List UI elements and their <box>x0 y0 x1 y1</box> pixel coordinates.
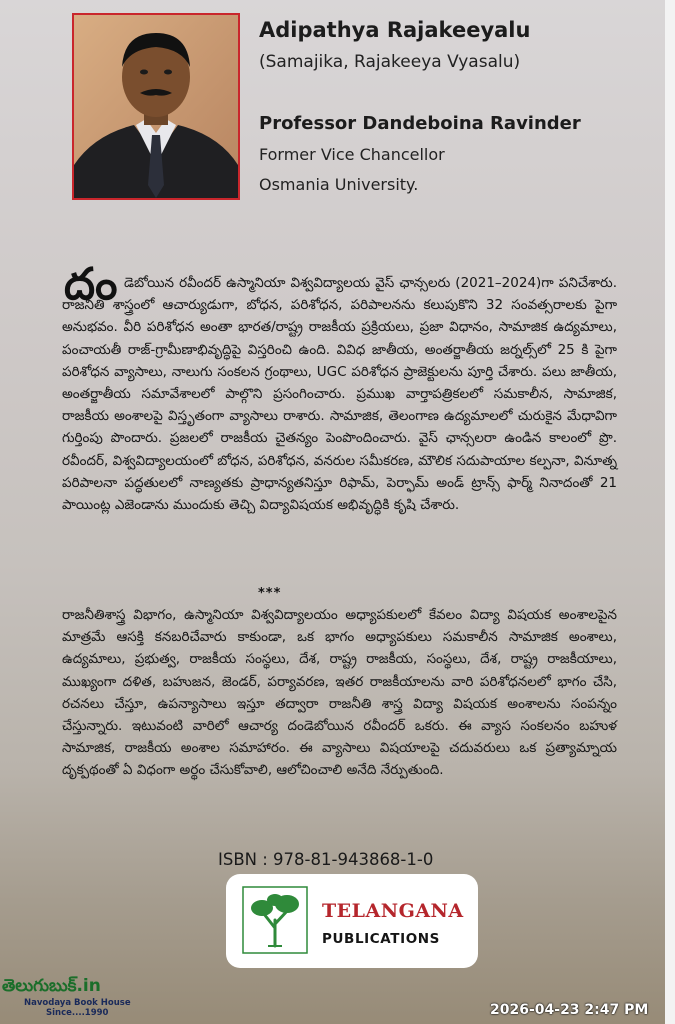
bio-paragraph <box>62 272 617 516</box>
photo-timestamp: 2026-04-23 2:47 PM <box>490 1002 649 1018</box>
store-watermark <box>2 976 132 1020</box>
publisher-name: TELANGANA <box>322 900 464 922</box>
author-photo <box>72 13 240 200</box>
section-separator: *** <box>258 586 282 601</box>
watermark-store-name: Navodaya Book House <box>24 998 131 1008</box>
author-portrait-image <box>74 15 238 198</box>
publisher-badge <box>226 874 478 968</box>
author-role-line1: Former Vice Chancellor <box>259 145 445 164</box>
isbn-label: ISBN : 978-81-943868-1-0 <box>218 850 434 869</box>
publisher-subtitle: PUBLICATIONS <box>322 931 441 947</box>
page-edge <box>665 0 675 1024</box>
watermark-title: తెలుగుబుక్.in <box>2 976 101 996</box>
bio-paragraph-text: డెబోయిన రవీందర్ ఉస్మానియా విశ్వవిద్యాలయ వైస్ ఛాన్సలరు (2021–2024)గా పనిచేశారు. రాజనీతి శాస్త్రంలో ఆచార్యుడుగా, బోధన, పరిశోధన, పరిపాలనను కలుపుకొని 32 సంవత్సరాలకు పైగా అనుభవం. వీరి పరిశోధన అంతా భారత/రాష్ట్ర రాజకీయ ప్రక్రియలు, ప్రజా విధానం, సామాజిక ఉద్యమాలు, పంచాయతీ రాజ్-గ్రామీణాభివృద్ధిపై విస్తరించి ఉంది. వివిధ జాతీయ, అంతర్జాతీయ జర్నల్స్‌లో 25 కి పైగా పరిశోధన వ్యాసాలు, నాలుగు సంకలన గ్రంథాలు, UGC పరిశోధన ప్రాజెక్టులను పూర్తి చేశారు. పలు జాతీయ, అంతర్జాతీయ సమావేశాలలో పాల్గొని ప్రసంగించారు. ప్రముఖ వార్తాపత్రికలలో సమకాలీన, సామాజిక, రాజకీయ అంశాలపై విస్తృతంగా వ్యాసాలు రాశారు. సామాజిక, తెలంగాణ ఉద్యమాలలో చురుకైన మేధావిగా గుర్తింపు పొందారు. ప్రజలలో రాజకీయ చైతన్యం పెంపొందించారు. వైస్ ఛాన్సలరా ఉండిన కాలంలో ప్రొ. రవీందర్, విశ్వవిద్యాలయంలో బోధన, పరిశోధన, వనరుల సమీకరణ, మౌలిక సదుపాయాల కల్పనా, వినూత్న పరిపాలనా పద్ధతులలో నాణ్యతకు ప్రాధాన్యతనిస్తూ రిఫామ్, పెర్ఫామ్ అండ్ ట్రాన్స్ ఫార్మ్ నినాదంతో 21 పాయింట్ల ఎజెండాను ముందుకు తెచ్చి విద్యావిషయక అభివృద్ధికి కృషి చేశారు. <box>62 275 617 514</box>
tree-logo-icon <box>242 886 308 954</box>
author-role-line2: Osmania University. <box>259 175 419 194</box>
book-description-paragraph: రాజనీతిశాస్త్ర విభాగం, ఉస్మానియా విశ్వవిద్యాలయం అధ్యాపకులలో కేవలం విద్యా విషయక అంశాలపైన మాత్రమే ఆసక్తి కనబరిచేవారు కాకుండా, ఒక భాగం అధ్యాపకులు సమకాలీన సామాజిక అంశాలు, ఉద్యమాలు, ప్రభుత్వ, రాజకీయ సంస్థలు, దేశ, రాష్ట్ర రాజకీయ, సంస్థలు, దేశ, రాష్ట్ర రాజకీయాలు, ముఖ్యంగా దళిత, బహుజన, జెండర్, పర్యావరణ, ఇతర రాజకీయాలను వారి పరిశోధనలలో భాగం చేసి, రచనలు చేస్తూ, ఉపన్యాసాలు ఇస్తూ తద్వారా రాజనీతి శాస్త్ర విద్యా విషయక అంశాలను సంపన్నం చేస్తున్నారు. ఇటువంటి వారిలో ఆచార్య దండెబోయిన రవీందర్ ఒకరు. ఈ వ్యాస సంకలనం బహుళ సామాజిక, రాజకీయ అంశాల సమాహారం. ఈ వ్యాసాలు విషయాలపై చదువరులు ఒక ప్రత్యామ్నాయ దృక్పథంతో ఏ విధంగా అర్థం చేసుకోవాలి, ఆలోచించాలి అనేది నేర్పుతుంది. <box>62 607 617 779</box>
book-subtitle: (Samajika, Rajakeeya Vyasalu) <box>259 52 521 72</box>
author-name: Professor Dandeboina Ravinder <box>259 113 581 134</box>
drop-cap: దం <box>64 259 118 310</box>
watermark-since: Since....1990 <box>46 1008 109 1018</box>
book-title: Adipathya Rajakeeyalu <box>259 18 531 42</box>
